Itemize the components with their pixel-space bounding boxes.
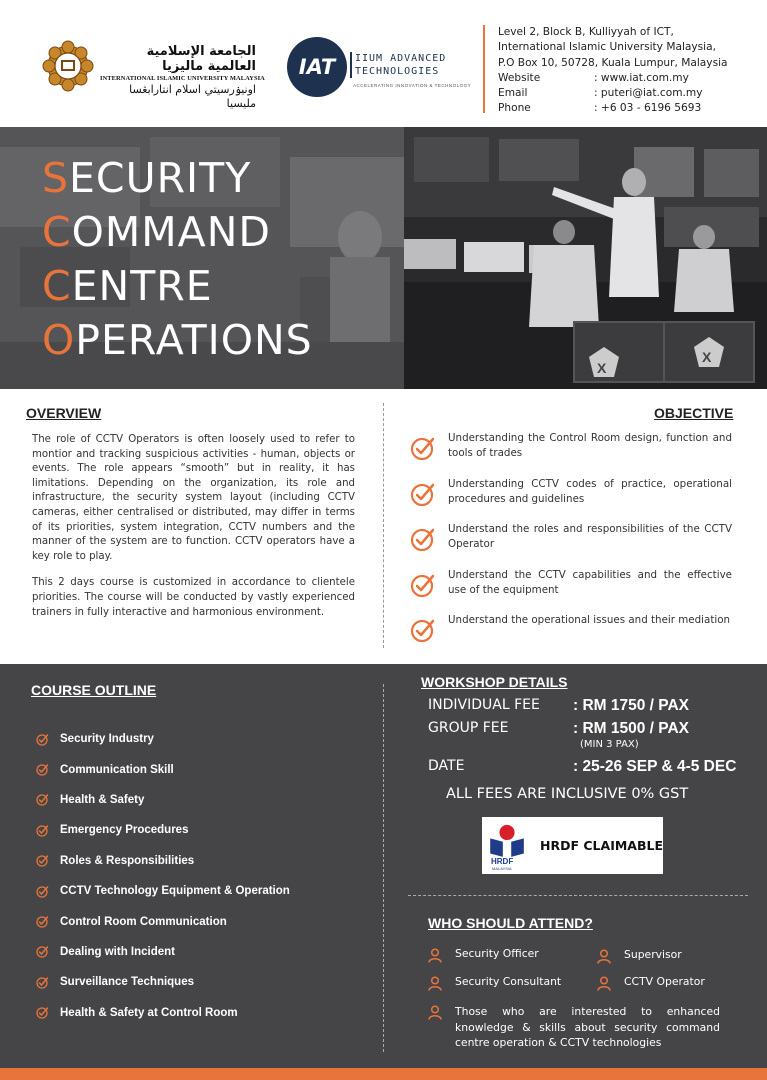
course-outline-text: Surveillance Techniques (60, 976, 195, 989)
attendee-text: CCTV Operator (624, 975, 705, 988)
objective-item (410, 477, 732, 523)
iium-emblem-icon (40, 40, 96, 92)
workshop-details-heading: WORKSHOP DETAILS (421, 674, 568, 690)
iat-logo-mark: IAT (287, 37, 347, 97)
who-should-attend-heading: WHO SHOULD ATTEND? (428, 915, 593, 931)
objective-text: Understanding the Control Room design, function and tools of trades (448, 432, 732, 459)
check-circle-icon (410, 526, 436, 552)
check-circle-icon (36, 976, 49, 989)
course-outline-item (36, 785, 290, 815)
hero-banner (0, 127, 767, 389)
objective-item (410, 431, 732, 477)
check-circle-icon (410, 617, 436, 643)
check-circle-icon (36, 945, 49, 958)
footer-accent-strip (0, 1068, 767, 1080)
individual-fee-label: INDIVIDUAL FEE (428, 697, 540, 713)
overview-body (32, 433, 355, 620)
check-circle-icon (36, 854, 49, 867)
course-outline-item (36, 937, 290, 967)
date-row (428, 758, 736, 776)
person-icon (428, 1005, 442, 1020)
course-outline-item (36, 967, 290, 997)
group-fee-note: (MIN 3 PAX) (580, 739, 639, 750)
objective-item (410, 568, 732, 614)
objective-list (410, 431, 732, 659)
objective-text: Understanding CCTV codes of practice, operational procedures and guidelines (448, 477, 732, 505)
objective-item (410, 522, 732, 568)
iium-english-name: INTERNATIONAL ISLAMIC UNIVERSITY MALAYSIA (100, 75, 265, 82)
iium-arabic-name: الجامعة الإسلامية العالمية ماليزيا (146, 44, 256, 74)
screen-mark: X (597, 360, 607, 376)
course-outline-text: Control Room Communication (60, 915, 227, 928)
address-line: International Islamic University Malaysia, (498, 41, 716, 54)
attendee-text: Security Officer (455, 947, 539, 960)
course-outline-item (36, 906, 290, 936)
course-outline-text: Emergency Procedures (60, 824, 189, 837)
objective-text: Understand the CCTV capabilities and the effective use of the equipment (448, 568, 732, 596)
iat-wordmark (350, 52, 446, 78)
person-icon (428, 948, 442, 963)
course-outline-item (36, 846, 290, 876)
attendee-item (428, 975, 561, 991)
group-fee-value: : RM 1500 / PAX (573, 720, 690, 737)
check-circle-icon (36, 1006, 49, 1019)
course-outline-heading: COURSE OUTLINE (31, 682, 157, 698)
course-outline-text: Dealing with Incident (60, 945, 176, 958)
attendee-text: Supervisor (624, 948, 682, 961)
group-fee-label: GROUP FEE (428, 720, 509, 736)
check-circle-icon (410, 435, 436, 461)
address-line: P.O Box 10, 50728, Kuala Lumpur, Malaysia (498, 56, 728, 69)
course-outline-item (36, 724, 290, 754)
column-divider (383, 403, 384, 648)
hero-title-panel (0, 127, 404, 389)
iium-wordmark (100, 44, 265, 111)
attendee-item (428, 947, 539, 963)
course-outline-text: Health & Safety at Control Room (60, 1006, 238, 1019)
contact-block (483, 25, 753, 113)
date-label: DATE (428, 758, 465, 774)
objective-heading: OBJECTIVE (654, 405, 734, 421)
header (0, 0, 767, 127)
hero-title-line: CENTRE (42, 262, 213, 310)
phone-value: : +6 03 - 6196 5693 (594, 102, 702, 115)
iium-jawi-name: اونيۏرسيتي اسلام انتارابڠسا مليسيا (129, 83, 256, 110)
hrdf-logo-text: HRDF (491, 857, 514, 866)
phone-label: Phone (498, 102, 531, 115)
person-icon (597, 976, 611, 991)
hrdf-claimable-label: HRDF CLAIMABLE (540, 838, 663, 853)
individual-fee-row (428, 697, 689, 715)
check-circle-icon (36, 885, 49, 898)
section-divider (408, 895, 748, 896)
check-circle-icon (36, 733, 49, 746)
objective-item (410, 613, 732, 659)
screen-mark: X (702, 349, 712, 365)
column-divider (383, 684, 384, 1052)
check-circle-icon (36, 915, 49, 928)
website-label: Website (498, 71, 541, 84)
overview-heading: OVERVIEW (26, 405, 102, 421)
course-outline-text: Security Industry (60, 733, 154, 746)
email-row (498, 86, 753, 101)
hrdf-logo-sub: MALAYSIA (492, 866, 512, 871)
attendee-item (597, 975, 705, 991)
details-panel (0, 664, 767, 1068)
check-circle-icon (36, 763, 49, 776)
course-outline-text: Communication Skill (60, 763, 174, 776)
content-section (0, 389, 767, 664)
course-outline-item (36, 998, 290, 1028)
date-value: : 25-26 SEP & 4-5 DEC (573, 758, 737, 775)
address-line: Level 2, Block B, Kulliyyah of ICT, (498, 26, 674, 38)
overview-paragraph: This 2 days course is customized in accordance to clientele priorities. The course will be conducted by vastly experienced trainers in fully interactive and harmonious environment. (32, 577, 355, 618)
course-outline-text: Health & Safety (60, 793, 145, 806)
course-outline-text: Roles & Responsibilities (60, 854, 195, 867)
course-outline-text: CCTV Technology Equipment & Operation (60, 885, 290, 898)
person-icon (428, 976, 442, 991)
hero-title-line: OPERATIONS (42, 316, 313, 364)
attendee-text: Security Consultant (455, 975, 562, 988)
hero-title-line: COMMAND (42, 208, 271, 256)
control-room-photo (404, 127, 767, 389)
person-icon (597, 949, 611, 964)
website-link[interactable]: : www.iat.com.my (594, 71, 689, 84)
gst-note: ALL FEES ARE INCLUSIVE 0% GST (446, 786, 689, 802)
website-row (498, 71, 753, 86)
attendee-text: Those who are interested to enhanced knowledge & skills about security command centre operation & CCTV technologies (455, 1005, 720, 1049)
iat-name-line1: IIUM ADVANCED (355, 53, 447, 64)
course-outline-item (36, 815, 290, 845)
overview-paragraph: The role of CCTV Operators is often loosely used to refer to montior and tracking suspicious activities - human, objects or events. The role appears “smooth” but in reality, it has limitations. Depending on the organization, its role and infrastructure, the security system layout (including CCTV cameras, either centralised or distributed, may differ in terms of its priorities, system integration, CCTV numbers and the manner of the system are to function. CCTV operators have a key role to play. (32, 434, 355, 562)
group-fee-row (428, 720, 689, 738)
course-outline-list (36, 724, 290, 1028)
check-circle-icon (410, 572, 436, 598)
phone-row (498, 101, 753, 116)
hero-title-line: SECURITY (42, 154, 252, 202)
attendee-item (428, 1004, 720, 1051)
iat-name-line2: TECHNOLOGIES (355, 66, 440, 77)
objective-text: Understand the operational issues and their mediation (448, 614, 731, 626)
iat-tagline: ACCELERATING INNOVATION & TECHNOLOGY (353, 83, 472, 88)
course-outline-item (36, 876, 290, 906)
email-label: Email (498, 87, 528, 100)
email-link[interactable]: : puteri@iat.com.my (594, 87, 703, 100)
check-circle-icon (36, 793, 49, 806)
course-outline-item (36, 754, 290, 784)
attendee-item (597, 948, 682, 964)
objective-text: Understand the roles and responsibilities of the CCTV Operator (448, 523, 732, 550)
check-circle-icon (36, 824, 49, 837)
individual-fee-value: : RM 1750 / PAX (573, 697, 690, 714)
check-circle-icon (410, 481, 436, 507)
hrdf-badge (482, 817, 663, 874)
